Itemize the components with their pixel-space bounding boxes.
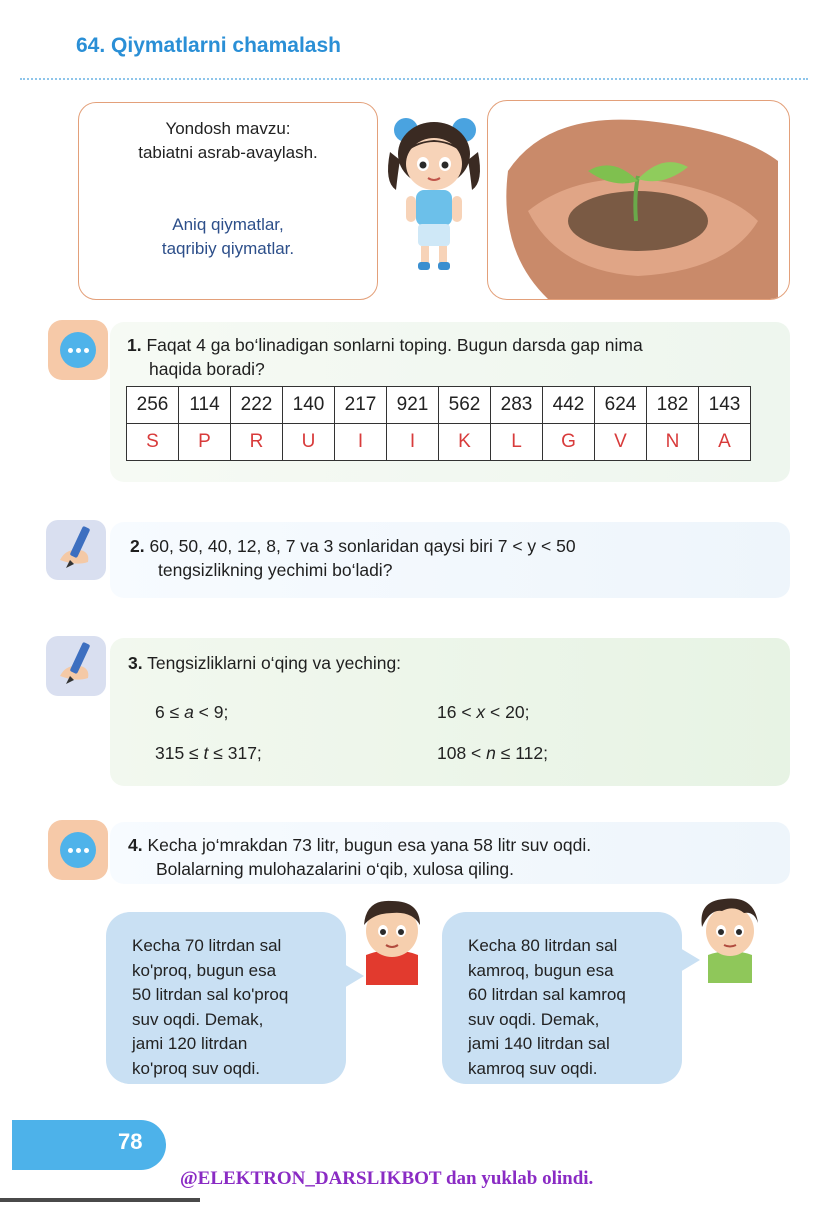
number-cell: 283 xyxy=(491,387,543,424)
speech-line: kamroq suv oqdi. xyxy=(468,1058,598,1078)
dotted-divider xyxy=(20,78,808,80)
number-cell: 624 xyxy=(595,387,647,424)
inequality-4: 108 < n ≤ 112; xyxy=(437,743,548,763)
discussion-icon xyxy=(48,320,108,380)
exercise-4-number: 4. xyxy=(128,835,143,855)
number-cell: 256 xyxy=(127,387,179,424)
exercise-1-number: 1. xyxy=(127,335,142,355)
number-cell: 182 xyxy=(647,387,699,424)
letter-cell: V xyxy=(595,424,647,461)
letter-cell: I xyxy=(335,424,387,461)
number-cell: 143 xyxy=(699,387,751,424)
footer-watermark: @ELEKTRON_DARSLIKBOT dan yuklab olindi. xyxy=(180,1168,594,1189)
number-cell: 921 xyxy=(387,387,439,424)
letter-cell: G xyxy=(543,424,595,461)
writing-task-icon xyxy=(46,520,106,580)
exercise-2-number: 2. xyxy=(130,536,145,556)
pencil-hand-icon xyxy=(46,636,106,696)
exercise-3-number: 3. xyxy=(128,653,143,673)
sprout-in-hands-image xyxy=(488,101,789,299)
number-cell: 222 xyxy=(231,387,283,424)
letter-cell: U xyxy=(283,424,335,461)
discussion-icon xyxy=(48,820,108,880)
exercise-4-line-2: Bolalarning mulohazalarini o‘qib, xulosa qiling. xyxy=(156,859,514,879)
topic-line-1: Yondosh mavzu: xyxy=(165,119,291,138)
speech-line: 60 litrdan sal kamroq xyxy=(468,985,626,1004)
page-number: 78 xyxy=(118,1129,143,1154)
numbers-row xyxy=(127,387,751,424)
number-cell: 140 xyxy=(283,387,335,424)
speech-line: suv oqdi. Demak, xyxy=(468,1009,600,1029)
speech-line: ko'proq, bugun esa xyxy=(132,960,277,980)
speech-line: Kecha 80 litrdan sal xyxy=(468,936,618,955)
exercise-1-text xyxy=(127,333,777,381)
exercise-2-line-1: 60, 50, 40, 12, 8, 7 va 3 sonlaridan qaysi biri 7 < y < 50 xyxy=(149,536,576,556)
pencil-hand-icon xyxy=(46,520,106,580)
exercise-3-text xyxy=(128,651,401,675)
speech-line: ko'proq suv oqdi. xyxy=(132,1058,260,1078)
exercise-2-line-2: tengsizlikning yechimi bo‘ladi? xyxy=(158,560,393,580)
exercise-3-line: Tengsizliklarni o‘qing va yeching: xyxy=(147,653,402,673)
exercise-4-line-1: Kecha jo‘mrakdan 73 litr, bugun esa yana 58 litr suv oqdi. xyxy=(147,835,592,855)
letter-cell: A xyxy=(699,424,751,461)
letter-cell: L xyxy=(491,424,543,461)
letter-cell: I xyxy=(387,424,439,461)
letter-cell: S xyxy=(127,424,179,461)
speech-line: kamroq, bugun esa xyxy=(468,960,614,980)
boy-green-shirt-illustration xyxy=(694,893,766,983)
page-number-tab xyxy=(12,1120,166,1170)
number-cell: 562 xyxy=(439,387,491,424)
writing-task-icon xyxy=(46,636,106,696)
topic-line-2: tabiatni asrab-avaylash. xyxy=(138,143,318,162)
lesson-title: 64. Qiymatlarni chamalash xyxy=(76,34,341,57)
speech-line: 50 litrdan sal ko'proq xyxy=(132,985,289,1004)
speech-line: suv oqdi. Demak, xyxy=(132,1009,264,1029)
girl-illustration xyxy=(376,112,488,277)
letter-cell: R xyxy=(231,424,283,461)
bottom-edge-line xyxy=(0,1198,200,1202)
boy-red-shirt-illustration xyxy=(356,895,428,985)
inequality-2: 16 < x < 20; xyxy=(437,702,530,722)
exercise-2-text xyxy=(130,534,770,582)
inequality-1: 6 ≤ a < 9; xyxy=(155,702,229,722)
exercise-1-line-1: Faqat 4 ga bo‘linadigan sonlarni toping. Bugun darsda gap nima xyxy=(146,335,643,355)
exercise-1-line-2: haqida boradi? xyxy=(149,359,265,379)
speech-line: jami 140 litrdan sal xyxy=(468,1034,610,1053)
number-cell: 217 xyxy=(335,387,387,424)
letter-cell: N xyxy=(647,424,699,461)
speech-bubble-right xyxy=(442,912,682,1084)
inequality-3: 315 ≤ t ≤ 317; xyxy=(155,743,262,763)
letter-cell: K xyxy=(439,424,491,461)
letters-row xyxy=(127,424,751,461)
letter-cell: P xyxy=(179,424,231,461)
number-cell: 442 xyxy=(543,387,595,424)
code-table xyxy=(126,386,751,461)
speech-line: Kecha 70 litrdan sal xyxy=(132,936,282,955)
speech-bubble-left xyxy=(106,912,346,1084)
exercise-4-text xyxy=(128,833,778,881)
topic-line-3: Aniq qiymatlar, xyxy=(172,215,284,234)
speech-line: jami 120 litrdan xyxy=(132,1034,248,1053)
sprout-in-hands-photo xyxy=(487,100,790,300)
topic-box xyxy=(78,102,378,300)
topic-line-4: taqribiy qiymatlar. xyxy=(161,239,295,258)
number-cell: 114 xyxy=(179,387,231,424)
